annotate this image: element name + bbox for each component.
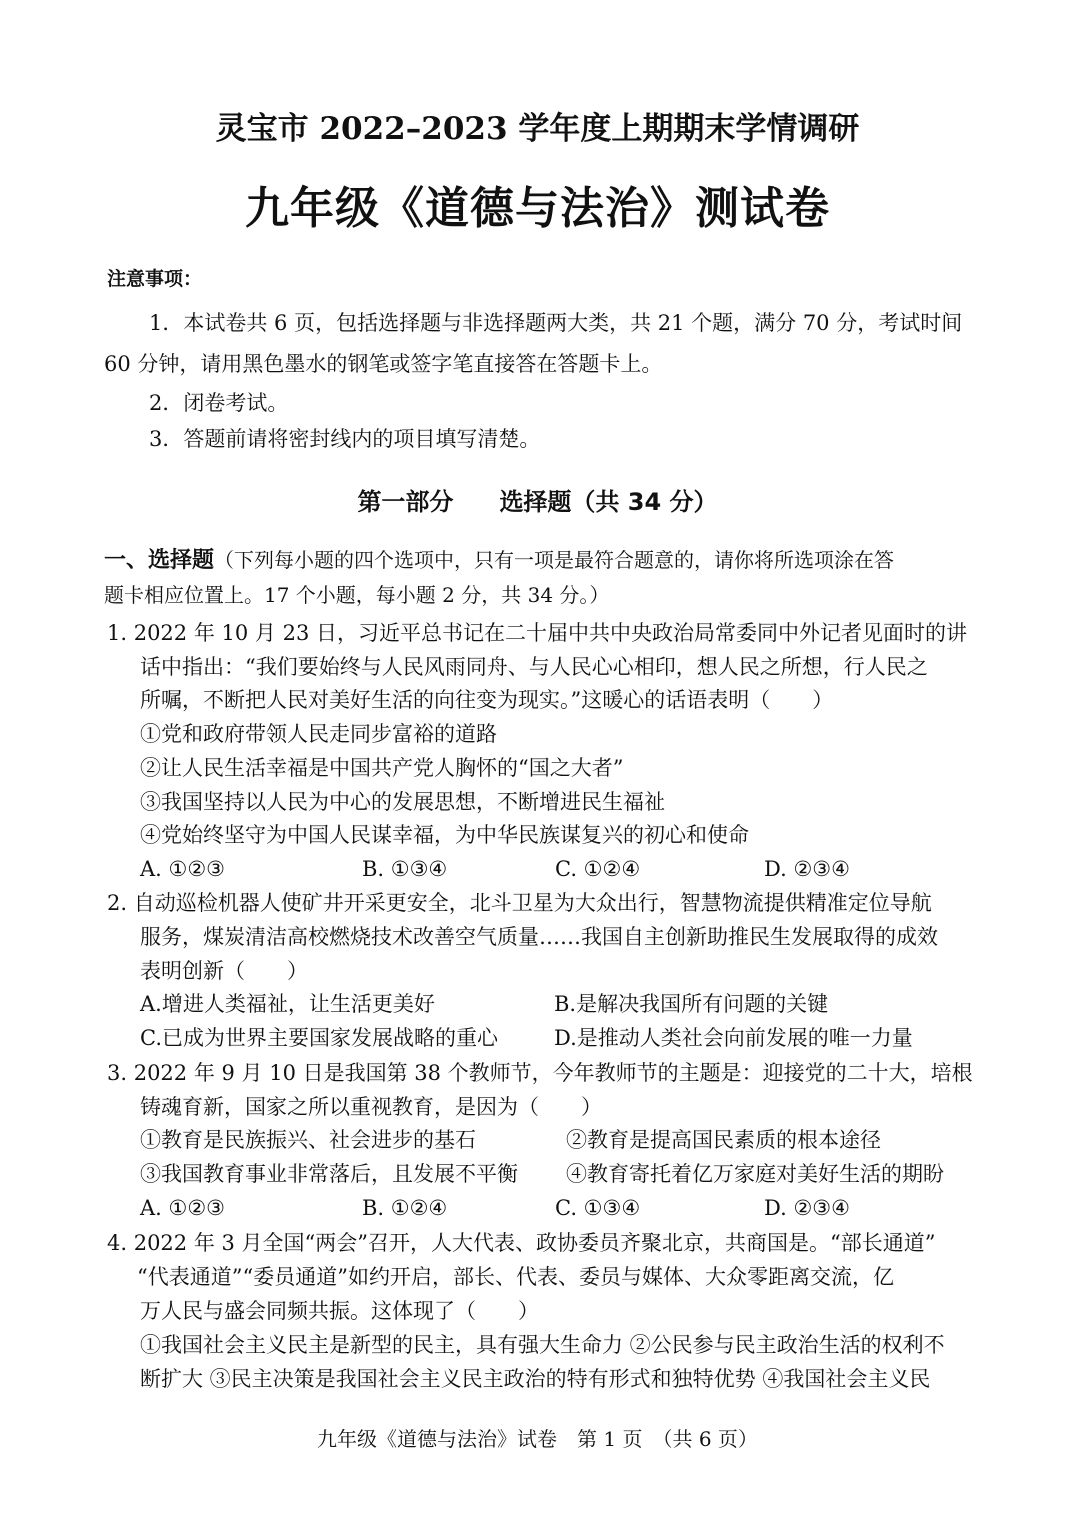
q1-stem-line-3: 所嘱，不断把人民对美好生活的向往变为现实。”这暖心的话语表明（ ） <box>140 688 834 712</box>
q1-statement-3: ③我国坚持以人民为中心的发展思想，不断增进民生福祉 <box>140 790 665 814</box>
q1-option-b: B. ①③④ <box>362 857 448 881</box>
notice-item-2: 2．闭卷考试。 <box>149 391 289 415</box>
notice-item-1-cont: 60 分钟，请用黑色墨水的钢笔或签字笔直接答在答题卡上。 <box>104 352 663 376</box>
page-footer: 九年级《道德与法治》试卷 第 1 页 （共 6 页） <box>317 1427 758 1451</box>
q3-option-b: B. ①②④ <box>362 1196 448 1220</box>
q2-option-c: C.已成为世界主要国家发展战略的重心 <box>140 1026 498 1050</box>
exam-title: 九年级《道德与法治》测试卷 <box>245 183 830 234</box>
q2-option-a: A.增进人类福祉，让生活更美好 <box>140 992 435 1016</box>
instructions-line-1 <box>104 550 894 572</box>
q2-option-b: B.是解决我国所有问题的关键 <box>554 992 829 1016</box>
q4-stem-line-2: “代表通道”“委员通道”如约开启，部长、代表、委员与媒体、大众零距离交流，亿 <box>137 1265 894 1289</box>
q1-statement-1: ①党和政府带领人民走同步富裕的道路 <box>140 722 497 746</box>
section-heading <box>0 482 1075 517</box>
q3-statement-2: ②教育是提高国民素质的根本途径 <box>566 1128 881 1152</box>
q1-option-d: D. ②③④ <box>764 857 850 881</box>
q3-option-d: D. ②③④ <box>764 1196 850 1220</box>
q1-stem-line-1: 1. 2022 年 10 月 23 日，习近平总书记在二十届中共中央政治局常委同中外记者见面时的讲 <box>107 621 967 645</box>
q1-statement-2: ②让人民生活幸福是中国共产党人胸怀的“国之大者” <box>140 756 624 780</box>
q1-stem-line-2: 话中指出：“我们要始终与人民风雨同舟、与人民心心相印，想人民之所想，行人民之 <box>140 655 928 679</box>
exam-subtitle: 灵宝市 2022–2023 学年度上期期末学情调研 <box>215 111 860 147</box>
q4-stem-line-3: 万人民与盛会同频共振。这体现了（ ） <box>140 1299 539 1323</box>
q3-option-a: A. ①②③ <box>140 1196 225 1220</box>
q3-statement-3: ③我国教育事业非常落后，且发展不平衡 <box>140 1162 518 1186</box>
q2-stem-line-3: 表明创新（ ） <box>140 959 308 983</box>
q4-stem-line-1: 4. 2022 年 3 月全国“两会”召开，人大代表、政协委员齐聚北京，共商国是。“部长通道” <box>107 1231 936 1255</box>
instructions-line-2: 题卡相应位置上。17 个小题，每小题 2 分，共 34 分。） <box>104 583 610 607</box>
q2-stem-line-2: 服务，煤炭清洁高校燃烧技术改善空气质量……我国自主创新助推民生发展取得的成效 <box>140 925 938 949</box>
q2-stem-line-1: 2. 自动巡检机器人使矿井开采更安全，北斗卫星为大众出行，智慧物流提供精准定位导航 <box>107 891 932 915</box>
question-type-label: 一、选择题 <box>104 548 215 573</box>
section-name: 选择题（共 34 分） <box>499 488 718 516</box>
q1-statement-4: ④党始终坚守为中国人民谋幸福，为中华民族谋复兴的初心和使命 <box>140 823 749 847</box>
q3-stem-line-1: 3. 2022 年 9 月 10 日是我国第 38 个教师节，今年教师节的主题是：迎接党的二十大，培根 <box>107 1061 973 1085</box>
section-part: 第一部分 <box>357 488 454 516</box>
q3-stem-line-2: 铸魂育新，国家之所以重视教育，是因为（ ） <box>140 1095 602 1119</box>
q3-statement-4: ④教育寄托着亿万家庭对美好生活的期盼 <box>566 1162 944 1186</box>
instructions-text: （下列每小题的四个选项中，只有一项是最符合题意的，请你将所选项涂在答 <box>214 548 895 572</box>
q3-option-c: C. ①③④ <box>555 1196 641 1220</box>
q3-statement-1: ①教育是民族振兴、社会进步的基石 <box>140 1128 476 1152</box>
notice-item-1: 1．本试卷共 6 页，包括选择题与非选择题两大类，共 21 个题，满分 70 分，考试时间 <box>149 311 963 335</box>
q1-option-a: A. ①②③ <box>140 857 225 881</box>
q4-statement-line-1: ①我国社会主义民主是新型的民主，具有强大生命力 ②公民参与民主政治生活的权利不 <box>140 1333 945 1357</box>
notice-item-3: 3．答题前请将密封线内的项目填写清楚。 <box>149 427 541 451</box>
q4-statement-line-2: 断扩大 ③民主决策是我国社会主义民主政治的特有形式和独特优势 ④我国社会主义民 <box>140 1367 931 1391</box>
notice-heading: 注意事项： <box>107 268 203 290</box>
q1-option-c: C. ①②④ <box>555 857 641 881</box>
q2-option-d: D.是推动人类社会向前发展的唯一力量 <box>554 1026 913 1050</box>
